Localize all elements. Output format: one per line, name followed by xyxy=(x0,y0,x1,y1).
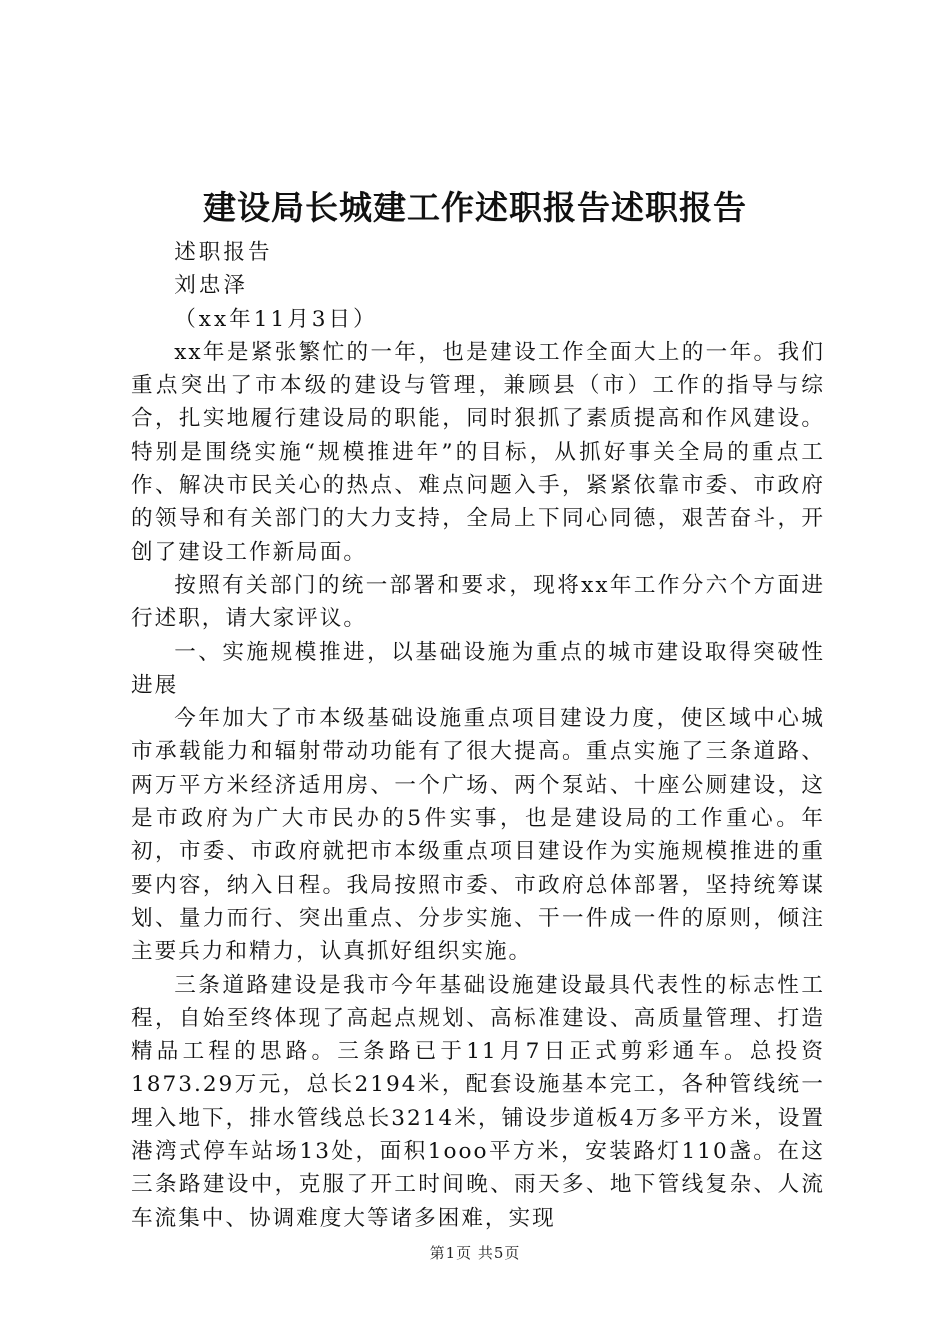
document-title: 建设局长城建工作述职报告述职报告 xyxy=(203,188,747,227)
author-line: 刘忠泽 xyxy=(174,273,248,299)
report-type-line: 述职报告 xyxy=(174,240,273,265)
page-footer: 第1页 共5页 xyxy=(429,1244,521,1262)
section-heading: 一、实施规模推进，以基础设施为重点的城市建设取得突破性进展 xyxy=(131,639,825,698)
body-paragraph: xx年是紧张繁忙的一年，也是建设工作全面大上的一年。我们重点突出了市本级的建设与管理，兼顾县（市）工作的指导与综合，扎实地履行建设局的职能，同时狠抓了素质提高和作风建设。特别是围绕实施“规模推进年”的目标，从抓好事关全局的重点工作、解决市民关心的热点、难点问题入手，紧紧依靠市委、市政府的领导和有关部门的大力支持，全局上下同心同德，艰苦奋斗，开创了建设工作新局面。 xyxy=(131,339,825,565)
body-paragraph: 按照有关部门的统一部署和要求，现将xx年工作分六个方面进行述职，请大家评议。 xyxy=(131,572,825,632)
body-paragraph: 三条道路建设是我市今年基础设施建设最具代表性的标志性工程，自始至终体现了高起点规划、高标准建设、高质量管理、打造精品工程的思路。三条路已于11月7日正式剪彩通车。总投资1873.29万元，总长2194米，配套设施基本完工，各种管线统一埋入地下，排水管线总长3214米，铺设步道板4万多平方米，设置港湾式停车站场13处，面积1ooo平方米，安装路灯110盏。在这三条路建设中，克服了开工时间晚、雨天多、地下管线复杂、人流车流集中、协调难度大等诸多困难，实现 xyxy=(131,972,825,1231)
date-line: （xx年11月3日） xyxy=(174,306,378,332)
body-paragraph: 今年加大了市本级基础设施重点项目建设力度，使区域中心城市承载能力和辐射带动功能有了很大提高。重点实施了三条道路、两万平方米经济适用房、一个广场、两个泵站、十座公厕建设，这是市政府为广大市民办的5件实事，也是建设局的工作重心。年初，市委、市政府就把市本级重点项目建设作为实施规模推进的重要内容，纳入日程。我局按照市委、市政府总体部署，坚持统筹谋划、量力而行、突出重点、分步实施、干一件成一件的原则，倾注主要兵力和精力，认真抓好组织实施。 xyxy=(131,706,825,965)
document-body xyxy=(131,236,825,1235)
